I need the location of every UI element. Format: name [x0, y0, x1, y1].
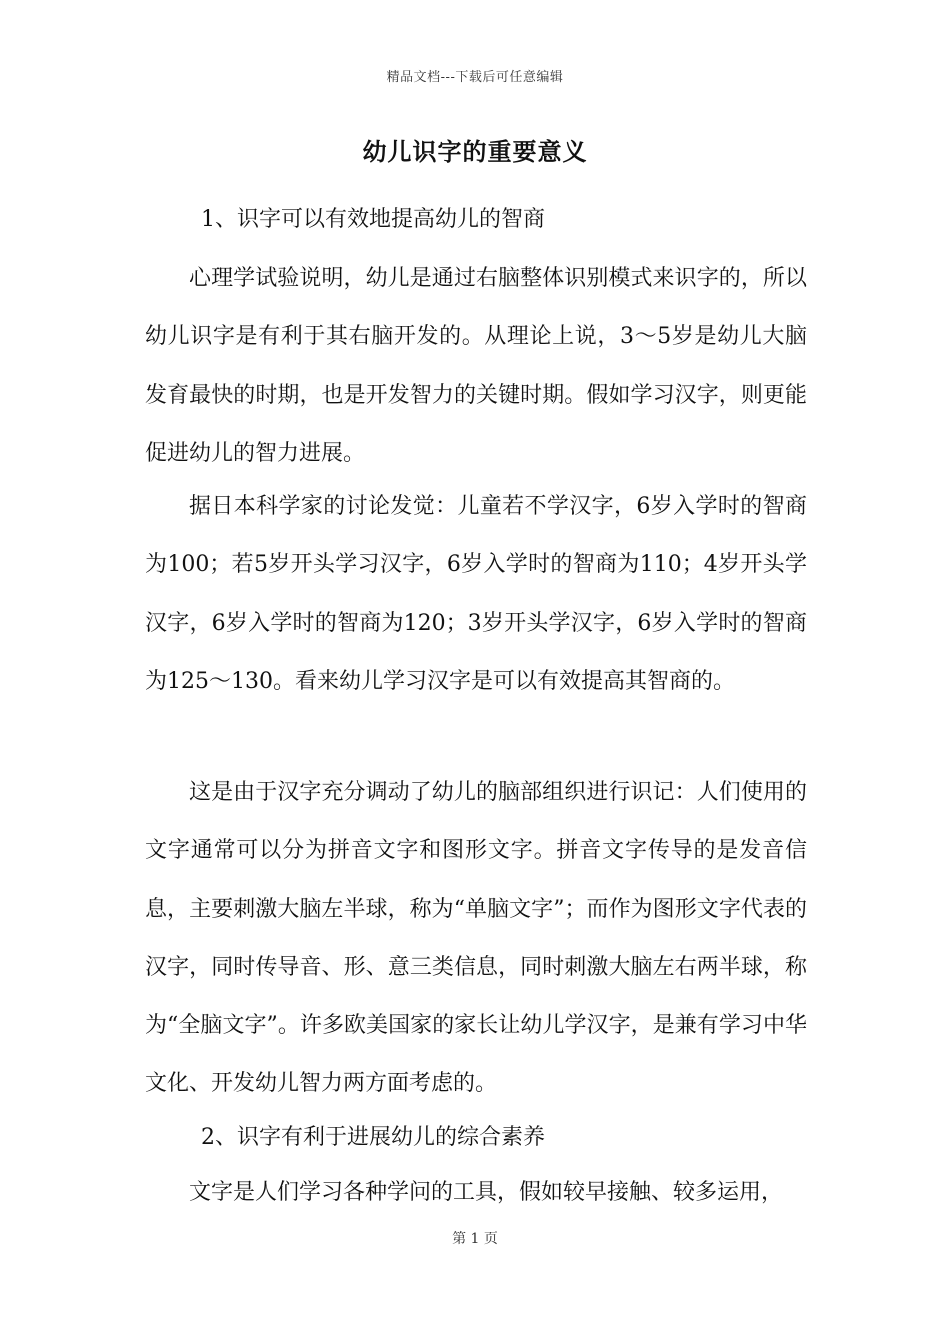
section-heading-2: 2、识字有利于进展幼儿的综合素养: [201, 1125, 545, 1150]
page-header: 精品文档---下载后可任意编辑: [386, 70, 564, 85]
paragraph-3: 这是由于汉字充分调动了幼儿的脑部组织进行识记：人们使用的文字通常可以分为拼音文字和图形文字。拼音文字传导的是发音信息，主要刺激大脑左半球，称为“单脑文字”；而作为图形文字代表的汉字，同时传导音、形、意三类信息，同时刺激大脑左右两半球，称为“全脑文字”。许多欧美国家的家长让幼儿学汉字，是兼有学习中华文化、开发幼儿智力两方面考虑的。: [145, 780, 807, 1097]
document-title: 幼儿识字的重要意义: [362, 137, 588, 166]
page-number: 第 1 页: [452, 1231, 498, 1247]
section-heading-1: 1、识字可以有效地提高幼儿的智商: [201, 207, 545, 232]
paragraph-4: 文字是人们学习各种学问的工具，假如较早接触、较多运用，: [189, 1180, 784, 1205]
paragraph-1: 心理学试验说明，幼儿是通过右脑整体识别模式来识字的，所以幼儿识字是有利于其右脑开发的。从理论上说，3～5岁是幼儿大脑发育最快的时期，也是开发智力的关键时期。假如学习汉字，则更能促进幼儿的智力进展。: [145, 266, 807, 466]
paragraph-2: 据日本科学家的讨论发觉：儿童若不学汉字，6岁入学时的智商为100；若5岁开头学习汉字，6岁入学时的智商为110；4岁开头学汉字，6岁入学时的智商为120；3岁开头学汉字，6岁入学时的智商为125～130。看来幼儿学习汉字是可以有效提高其智商的。: [145, 494, 807, 694]
